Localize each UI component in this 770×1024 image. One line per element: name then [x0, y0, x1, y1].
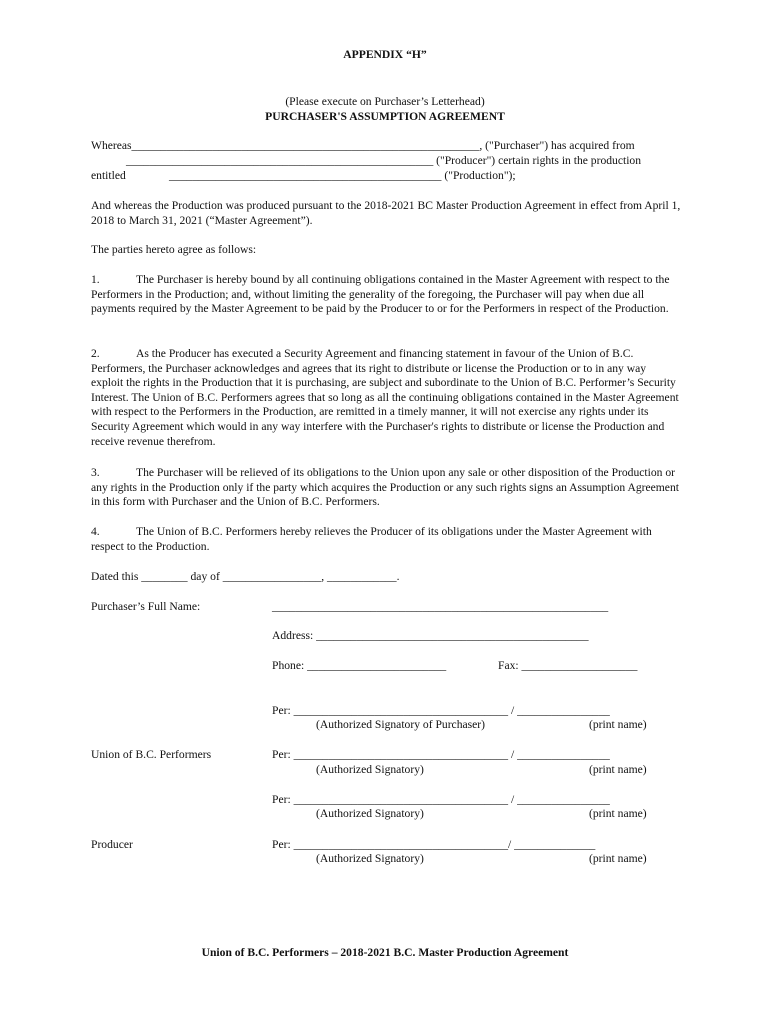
- page-footer: Union of B.C. Performers – 2018-2021 B.C. Master Production Agreement: [201, 946, 569, 959]
- signatory-caption: (Authorized Signatory): [316, 852, 424, 865]
- clause-4: [91, 525, 681, 554]
- dated-line: Dated this ________ day of _________________, ____________.: [91, 570, 400, 583]
- signature-line-union-1: Per: _____________________________________ / ________________: [272, 748, 610, 761]
- clause-text: As the Producer has executed a Security Agreement and financing statement in favour of the Union of B.C. Performers, the Purchaser acknowledges and agrees that its right to distribute or license the Production or to in any way exploit the rights in the Production that it is purchasing, are subject and subordinate to the Union of B.C. Performer’s Security Interest. The Union of B.C. Performers agrees that so long as all the continuing obligations contained in the Master Agreement with respect to the Performers in the Production, are remitted in a timely manner, it will not exercise any rights under its Security Agreement which would in any way interfere with the Purchaser's rights to distribute or license the Production and receive revenue therefrom.: [91, 347, 679, 448]
- signature-line-union-2: Per: _____________________________________ / ________________: [272, 793, 610, 806]
- print-name-caption: (print name): [589, 763, 647, 776]
- clause-number: 2.: [91, 347, 100, 360]
- purchaser-address: Address: _______________________________________________: [272, 629, 589, 642]
- print-name-caption: (print name): [589, 852, 647, 865]
- signature-line-purchaser: Per: _____________________________________ / ________________: [272, 704, 610, 717]
- clause-number: 3.: [91, 466, 100, 479]
- recital-line-1: Whereas____________________________________________________________, ("Purchaser") has acquired from: [91, 139, 635, 152]
- clause-text: The Purchaser is hereby bound by all continuing obligations contained in the Master Agreement with respect to the Performers in the Production; and, without limiting the generality of the foregoing, the Purchaser will pay when due all payments required by the Master Agreement to be paid by the Producer to or for the Performers in respect of the Production.: [91, 273, 670, 316]
- signatory-caption: (Authorized Signatory): [316, 807, 424, 820]
- clause-number: 4.: [91, 525, 100, 538]
- purchaser-fax: Fax: ____________________: [498, 659, 638, 672]
- clause-3: [91, 466, 681, 510]
- whereas-paragraph: And whereas the Production was produced pursuant to the 2018-2021 BC Master Production Agreement in effect from April 1, 2018 to March 31, 2021 (“Master Agreement”).: [91, 199, 681, 227]
- clause-text: The Union of B.C. Performers hereby relieves the Producer of its obligations under the Master Agreement with respect to the Production.: [91, 525, 652, 553]
- purchaser-phone: Phone: ________________________: [272, 659, 447, 672]
- agree-intro: The parties hereto agree as follows:: [91, 243, 257, 256]
- clause-text: The Purchaser will be relieved of its obligations to the Union upon any sale or other disposition of the Production or any rights in the Production only if the party which acquires the Production or any such rights signs an Assumption Agreement in this form with Purchaser and the Union of B.C. Performers.: [91, 466, 679, 509]
- appendix-heading: APPENDIX “H”: [343, 48, 427, 61]
- recital-line-3-label: entitled: [91, 169, 126, 182]
- agreement-title: PURCHASER'S ASSUMPTION AGREEMENT: [265, 110, 505, 123]
- union-label: Union of B.C. Performers: [91, 748, 212, 761]
- print-name-caption: (print name): [589, 807, 647, 820]
- purchaser-name-label: Purchaser’s Full Name:: [91, 600, 201, 613]
- clause-2: [91, 347, 681, 449]
- letterhead-instruction: (Please execute on Purchaser’s Letterhead): [285, 95, 485, 108]
- clause-1: [91, 273, 681, 317]
- print-name-caption: (print name): [589, 718, 647, 731]
- recital-line-2: _____________________________________________________ ("Producer") certain rights in the production: [126, 154, 642, 167]
- producer-label: Producer: [91, 838, 133, 851]
- recital-line-3-blank: _______________________________________________ ("Production");: [169, 169, 516, 182]
- purchaser-name-blank: __________________________________________________________: [272, 600, 609, 613]
- signatory-caption: (Authorized Signatory of Purchaser): [316, 718, 486, 731]
- clause-number: 1.: [91, 273, 100, 286]
- signature-line-producer: Per: _____________________________________/ ______________: [272, 838, 596, 851]
- signatory-caption: (Authorized Signatory): [316, 763, 424, 776]
